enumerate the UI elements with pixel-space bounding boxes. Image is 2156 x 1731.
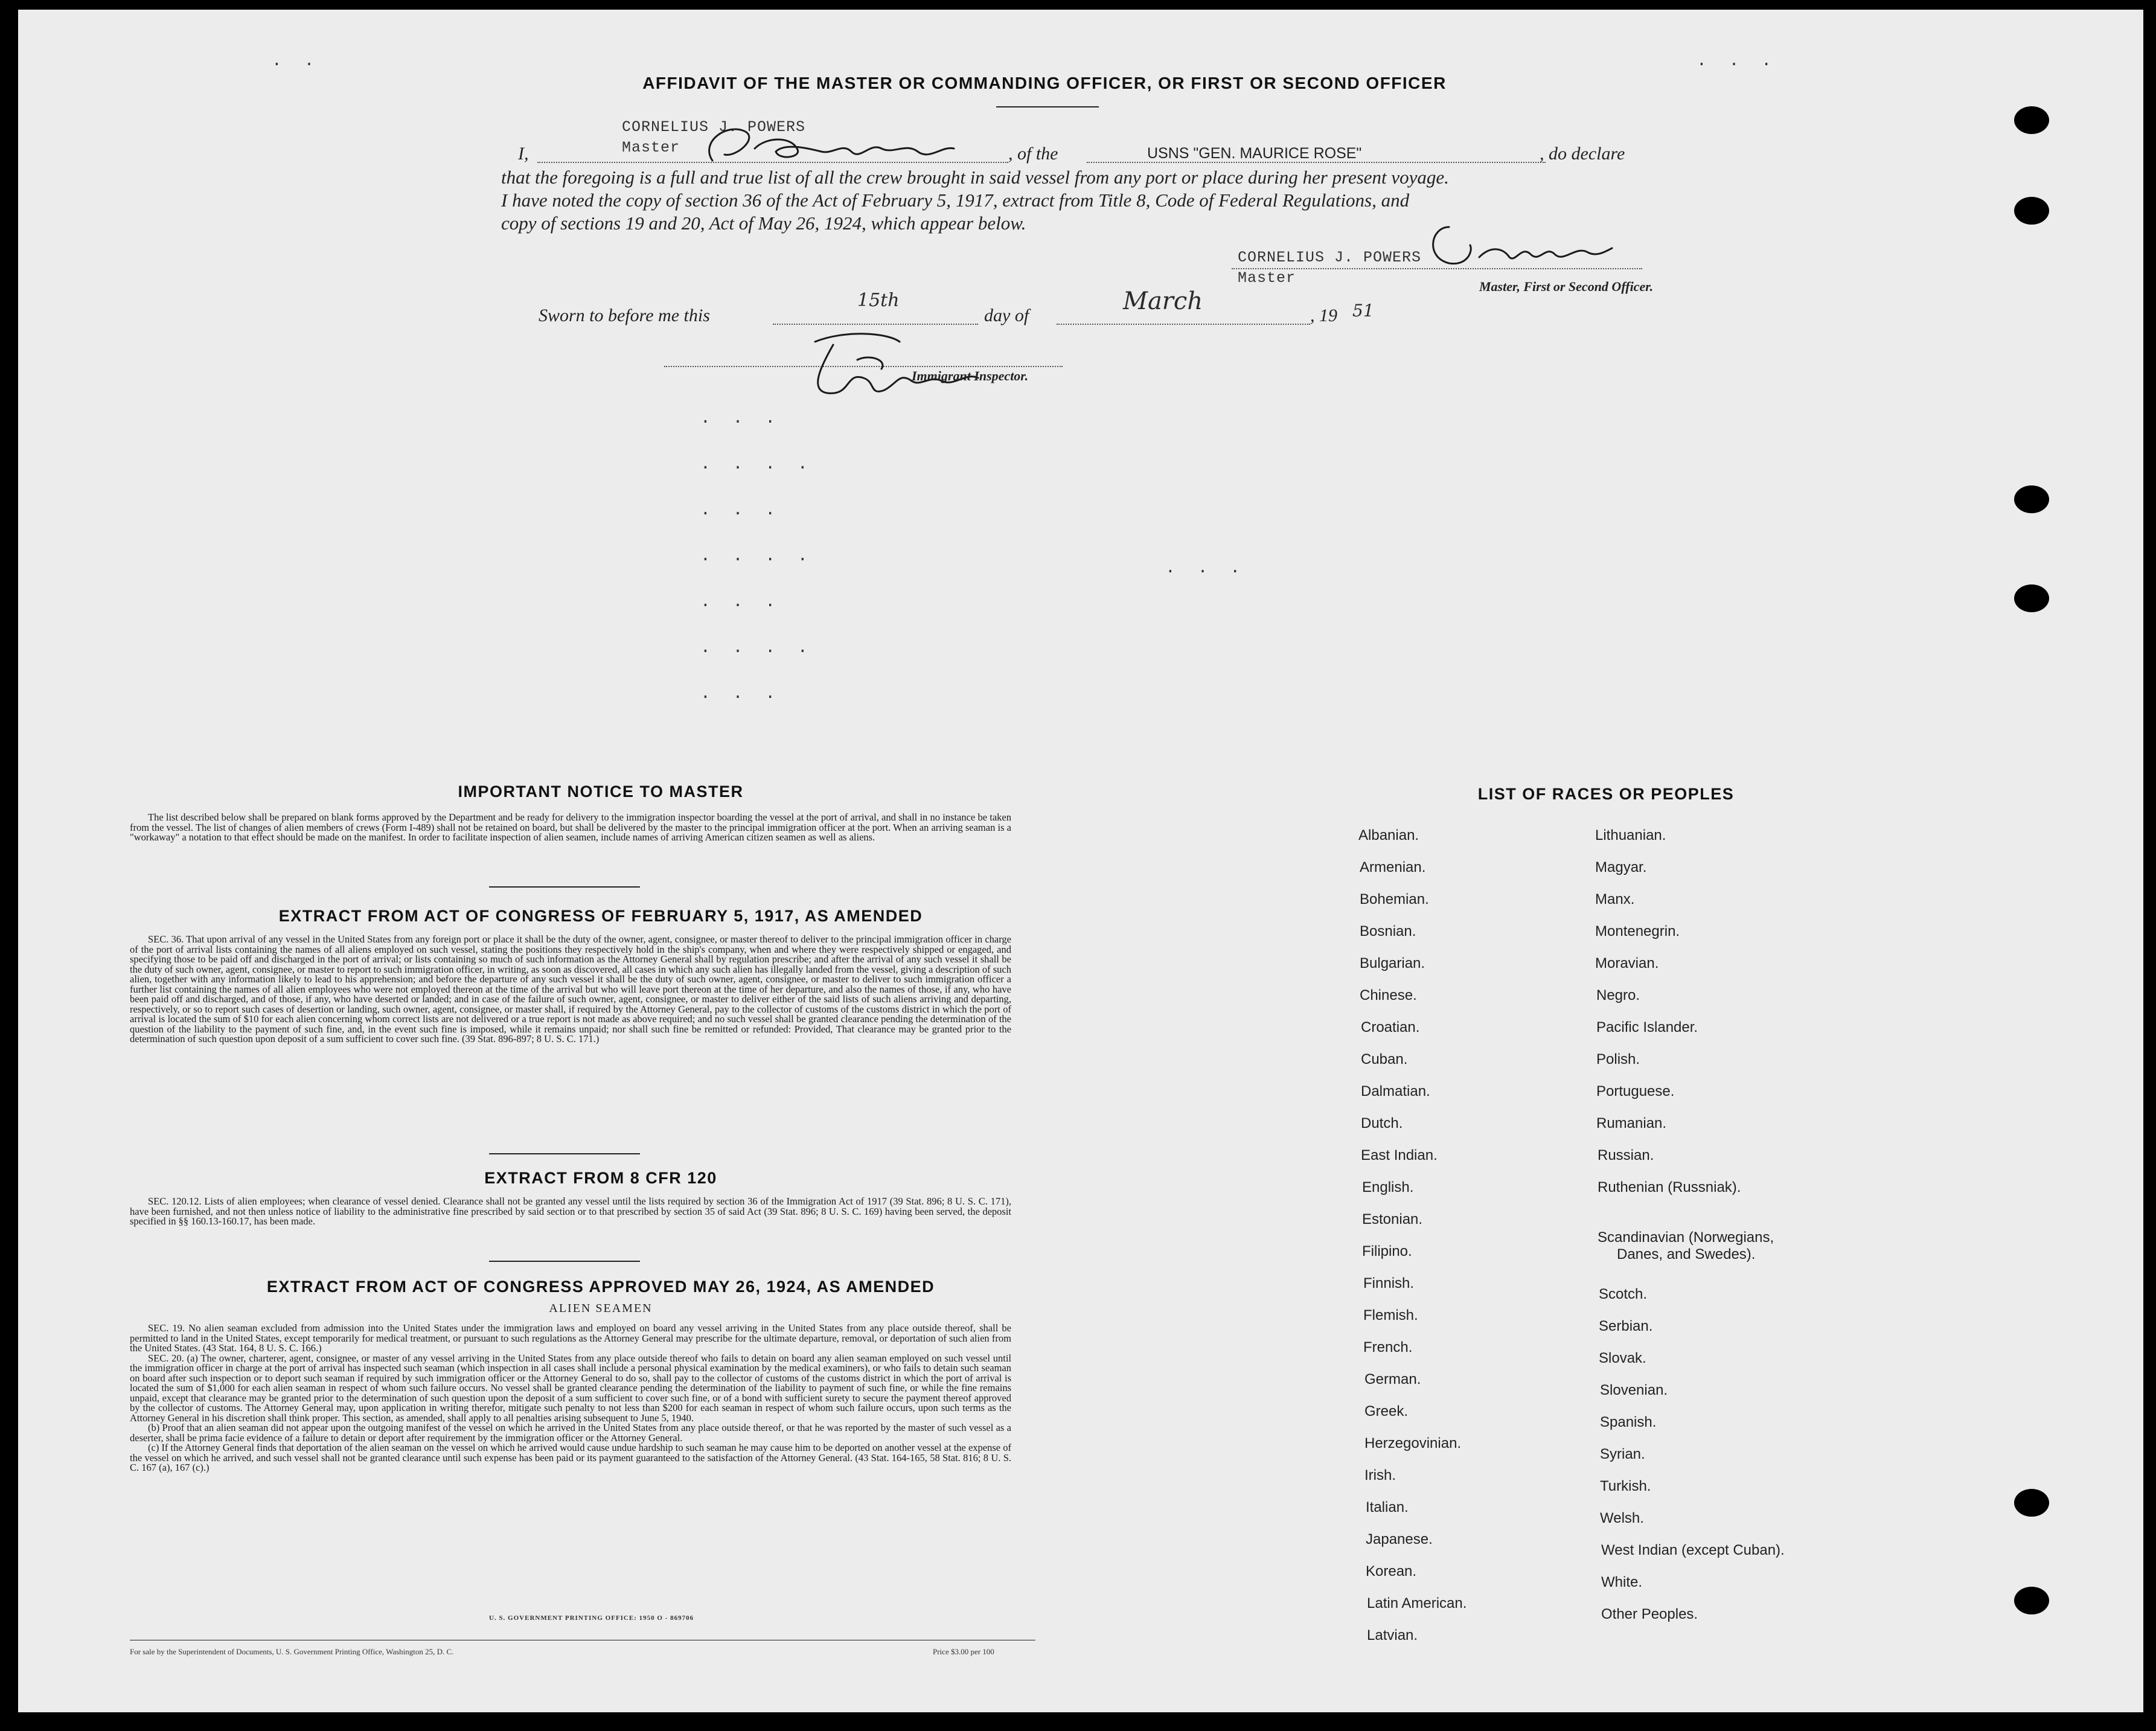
- punch-hole: [2014, 584, 2049, 612]
- year-prefix: , 19: [1310, 306, 1337, 325]
- signer-caption: Master, First or Second Officer.: [1479, 279, 1654, 294]
- notice-paragraph: The list described below shall be prepared on blank forms approved by the Department and be ready for delivery to the immigration inspector boarding the vessel at the port of arrival, and shall in no instance be taken from the vessel. The list of changes of alien members of crews (Form I-489) shall not be retained on board, but shall be delivered by the master to the principal immigration officer at the port. When an arriving seaman is a "workaway" a notation to that effect should be made on the manifest. In order to facilitate inspection of alien seamen, include names of arriving American citizen seamen as well as aliens.: [130, 811, 1011, 843]
- race-item: Danes, and Swedes).: [1617, 1246, 1756, 1262]
- extract-1924-subheading: ALIEN SEAMEN: [549, 1302, 653, 1315]
- gpo-line: U. S. GOVERNMENT PRINTING OFFICE: 1950 O - 869706: [489, 1614, 694, 1622]
- typed-master-rank: Master: [622, 139, 680, 156]
- race-item: Portuguese.: [1596, 1083, 1675, 1099]
- punch-hole: [2014, 485, 2049, 513]
- races-heading: LIST OF RACES OR PEOPLES: [1477, 785, 1735, 803]
- document-page: [18, 10, 2143, 1712]
- master-signature-2: [1425, 209, 1618, 275]
- race-item: Irish.: [1364, 1467, 1396, 1483]
- notice-heading: IMPORTANT NOTICE TO MASTER: [458, 782, 744, 801]
- signer-underline: [1232, 268, 1642, 269]
- day-of-label: day of: [984, 306, 1029, 325]
- do-declare-label: , do declare: [1540, 144, 1625, 164]
- vessel-name: USNS "GEN. MAURICE ROSE": [1147, 145, 1362, 162]
- price-line: Price $3.00 per 100: [933, 1647, 994, 1656]
- race-item: Ruthenian (Russniak).: [1598, 1179, 1741, 1195]
- extract-1917-text: [130, 935, 1011, 1045]
- title-rule: [996, 106, 1099, 107]
- races-right-column: [1595, 827, 1933, 1672]
- race-item: Finnish.: [1363, 1275, 1415, 1291]
- race-item: English.: [1362, 1179, 1414, 1195]
- sworn-label: Sworn to before me this: [539, 306, 710, 325]
- extract-1924-text: [130, 1323, 1011, 1473]
- signer-typed-rank: Master: [1238, 269, 1296, 287]
- extract-1924-heading: EXTRACT FROM ACT OF CONGRESS APPROVED MAY 26, 1924, AS AMENDED: [266, 1278, 935, 1296]
- race-item: Albanian.: [1358, 827, 1419, 843]
- extract-1924-paragraph: SEC. 20. (a) The owner, charterer, agent, consignee, or master of any vessel arriving in the United States from any place outside thereof who fails to detain on board any alien seaman employed on such vessel until the immigration officer in charge at the port of arrival has inspected such seaman (which inspection in all cases shall include a personal physical examination by the medical examiners), or who fails to detain such seaman on board after such inspection or to deport such seaman if required by such immigration officer or the Attorney General to do so, shall pay to the collector of customs of the customs district in which the port of arrival is located the sum of $1,000 for each alien seaman in respect of whom such failure occurs. No vessel shall be granted clearance pending the determination of the liability to payment of such fine, or while the fine remains unpaid, except that clearance may be granted prior to the determination of such question upon the deposit of a sum sufficient to cover such fine, or of a bond with sufficient surety to secure the payment thereof approved by the collector of customs. The Attorney General may, upon application in writing therefor, mitigate such penalty to not less than $200 for each seaman in respect of whom such failure occurs, upon such terms as the Attorney General in his discretion shall think proper. This section, as amended, shall apply to all penalties arising subsequent to June 5, 1940.: [130, 1352, 1011, 1424]
- race-item: Croatian.: [1361, 1019, 1420, 1035]
- affidavit-line-2: that the foregoing is a full and true list of all the crew brought in said vessel from any port or place during her present voyage.: [501, 167, 1449, 188]
- extract-1917-heading: EXTRACT FROM ACT OF CONGRESS OF FEBRUARY 5, 1917, AS AMENDED: [278, 907, 923, 925]
- race-item: White.: [1601, 1574, 1643, 1590]
- race-item: Montenegrin.: [1595, 923, 1680, 939]
- typed-master-name: CORNELIUS J. POWERS: [622, 118, 806, 136]
- month-underline: [1057, 324, 1310, 325]
- races-left-column: [1358, 827, 1600, 1672]
- extract-cfr-paragraph: SEC. 120.12. Lists of alien employees; when clearance of vessel denied. Clearance shall not be granted any vessel until the lists required by section 36 of the Immigration Act of 1917 (39 Stat. 896; 8 U. S. C. 171), have been furnished, and not then unless notice of liability to the administrative fine prescribed by said section or to that prescribed by section 35 of said Act (39 Stat. 896; 8 U. S. C. 169) having been served, the deposit specified in §§ 160.13-160.17, has been made.: [130, 1195, 1011, 1227]
- race-item: Negro.: [1596, 987, 1640, 1003]
- race-item: Slovak.: [1599, 1350, 1646, 1366]
- race-item: French.: [1363, 1339, 1413, 1355]
- punch-hole: [2014, 1587, 2049, 1614]
- race-item: Syrian.: [1600, 1446, 1645, 1462]
- race-item: East Indian.: [1361, 1147, 1438, 1163]
- name-underline: [537, 162, 1008, 163]
- race-item: Dutch.: [1361, 1115, 1403, 1131]
- i-label: I,: [518, 144, 529, 164]
- extract-cfr-heading: EXTRACT FROM 8 CFR 120: [484, 1169, 717, 1187]
- stray-marks: . . .: [1697, 52, 1778, 71]
- race-item: Dalmatian.: [1361, 1083, 1430, 1099]
- race-item: Serbian.: [1599, 1318, 1653, 1334]
- stray-marks: . .: [272, 52, 321, 71]
- race-item: Manx.: [1595, 891, 1635, 907]
- race-item: Italian.: [1366, 1499, 1409, 1515]
- race-item: Moravian.: [1595, 955, 1659, 971]
- stray-marks: . . .: [1165, 559, 1247, 578]
- race-item: Latin American.: [1367, 1595, 1467, 1611]
- signer-typed-name: CORNELIUS J. POWERS: [1238, 249, 1422, 266]
- race-item: Cuban.: [1361, 1051, 1408, 1067]
- race-item: Herzegovinian.: [1364, 1435, 1462, 1451]
- vessel-underline: [1087, 162, 1546, 163]
- punch-hole: [2014, 197, 2049, 225]
- section-rule: [489, 1153, 640, 1154]
- race-item: Bohemian.: [1360, 891, 1429, 907]
- affidavit-title: AFFIDAVIT OF THE MASTER OR COMMANDING OFFICER, OR FIRST OR SECOND OFFICER: [642, 74, 1447, 92]
- race-item: Other Peoples.: [1601, 1606, 1698, 1622]
- extract-cfr-text: [130, 1197, 1011, 1227]
- sworn-day: 15th: [857, 290, 900, 311]
- race-item: Magyar.: [1595, 859, 1647, 875]
- race-item: West Indian (except Cuban).: [1601, 1542, 1785, 1558]
- race-item: Armenian.: [1360, 859, 1426, 875]
- race-item: Spanish.: [1600, 1414, 1657, 1430]
- race-item: Flemish.: [1363, 1307, 1418, 1323]
- race-item: Welsh.: [1600, 1510, 1644, 1526]
- race-item: Japanese.: [1366, 1531, 1433, 1547]
- inspector-caption: Immigrant Inspector.: [912, 368, 1029, 383]
- dotted-column-marks: . . . . . . . . . . . . . . . . . . . . . . . .: [700, 409, 814, 703]
- race-item: Latvian.: [1367, 1627, 1418, 1643]
- race-item: Korean.: [1366, 1563, 1417, 1579]
- of-the-label: , of the: [1008, 144, 1058, 164]
- inspector-underline: [664, 366, 1063, 367]
- punch-hole: [2014, 106, 2049, 134]
- race-item: Polish.: [1596, 1051, 1640, 1067]
- affidavit-line-3: I have noted the copy of section 36 of the Act of February 5, 1917, extract from Title 8, Code of Federal Regulations, and: [501, 190, 1410, 211]
- extract-1924-paragraph: (c) If the Attorney General finds that deportation of the alien seaman on the vessel on which he arrived would cause undue hardship to such seaman he may cause him to be deported on another vessel at the expense of the vessel on which he arrived, and such vessel shall not be granted clearance until such expense has been paid or its payment guaranteed to the satisfaction of the Attorney General. (43 Stat. 164-165, 58 Stat. 816; 8 U. S. C. 167 (a), 167 (c).): [130, 1442, 1011, 1473]
- race-item: Scandinavian (Norwegians,: [1598, 1229, 1774, 1246]
- race-item: Turkish.: [1600, 1478, 1651, 1494]
- race-item: Russian.: [1598, 1147, 1654, 1163]
- race-item: Chinese.: [1360, 987, 1417, 1003]
- extract-1917-paragraph: SEC. 36. That upon arrival of any vessel in the United States from any foreign port or place it shall be the duty of the owner, agent, consignee, or master thereof to deliver to the principal immigration officer in charge of the port of arrival lists containing the names of all aliens employed on such vessel, stating the positions they respectively hold in the ship's company, when and where they were respectively shipped or engaged, and specifying those to be paid off and discharged in the port of arrival; or lists containing so much of such information as the Attorney General shall by regulation prescribe; and after the arrival of any such vessel it shall be the duty of such owner, agent, consignee, or master to report to such immigration officer, in writing, as soon as discovered, all cases in which any such alien has illegally landed from the vessel, giving a description of such alien, together with any information likely to lead to his apprehension; and before the departure of any such vessel it shall be the duty of such owner, agent, consignee, or master to deliver to such immigration officer a further list containing the names of all alien employees who were not employed thereon at the time of the arrival but who will leave port thereon at the time of her departure, and also the names of those, if any, who have been paid off and discharged, and of those, if any, who have deserted or landed; and in case of the failure of such owner, agent, consignee, or master to deliver either of the said lists of such aliens arriving and departing, respectively, or so to report such cases of desertion or landing, such owner, agent, consignee, or master shall, if required by the Attorney General, pay to the collector of customs of the customs district in which the port of arrival is located the sum of $10 for each alien concerning whom correct lists are not delivered or a true report is not made as above required; and no such vessel shall be granted clearance pending the determination of the question of the liability to the payment of such fine, and, in the event such fine is imposed, while it remains unpaid; nor shall such fine be remitted or refunded: Provided, That clearance may be granted prior to the determination of such question upon deposit of a sum sufficient to cover such fine. (39 Stat. 896-897; 8 U. S. C. 171.): [130, 933, 1011, 1045]
- race-item: German.: [1364, 1371, 1421, 1387]
- race-item: Estonian.: [1362, 1211, 1423, 1227]
- extract-1924-paragraph: (b) Proof that an alien seaman did not appear upon the outgoing manifest of the vessel on which he arrived in the United States from any place outside thereof, or that he was reported by the master of such vessel as a deserter, shall be prima facie evidence of a failure to detain or deport after requirement by the immigration officer or the Attorney General.: [130, 1422, 1011, 1444]
- race-item: Greek.: [1364, 1403, 1409, 1419]
- race-item: Scotch.: [1599, 1286, 1648, 1302]
- sworn-month: March: [1123, 287, 1203, 315]
- race-item: Slovenian.: [1600, 1382, 1668, 1398]
- extract-1924-paragraph: SEC. 19. No alien seaman excluded from admission into the United States under the immigration laws and employed on board any vessel arriving in the United States from any place outside thereof, shall be permitted to land in the United States, except temporarily for medical treatment, or pursuant to such regulations as the Attorney General may prescribe for the ultimate departure, removal, or deportation of such alien from the United States. (43 Stat. 164, 8 U. S. C. 166.): [130, 1322, 1011, 1354]
- notice-text: [130, 813, 1011, 843]
- race-item: Bulgarian.: [1360, 955, 1425, 971]
- section-rule: [489, 1261, 640, 1262]
- race-item: Pacific Islander.: [1596, 1019, 1698, 1035]
- race-item: Filipino.: [1362, 1243, 1412, 1259]
- section-rule: [489, 886, 640, 888]
- sale-line: For sale by the Superintendent of Documents, U. S. Government Printing Office, Washington 25, D. C.: [130, 1647, 454, 1656]
- race-item: Lithuanian.: [1595, 827, 1666, 843]
- race-item: Bosnian.: [1360, 923, 1416, 939]
- punch-hole: [2014, 1489, 2049, 1517]
- race-item: Rumanian.: [1596, 1115, 1667, 1131]
- sworn-year: 51: [1352, 301, 1374, 321]
- affidavit-line-4: copy of sections 19 and 20, Act of May 26, 1924, which appear below.: [501, 213, 1026, 234]
